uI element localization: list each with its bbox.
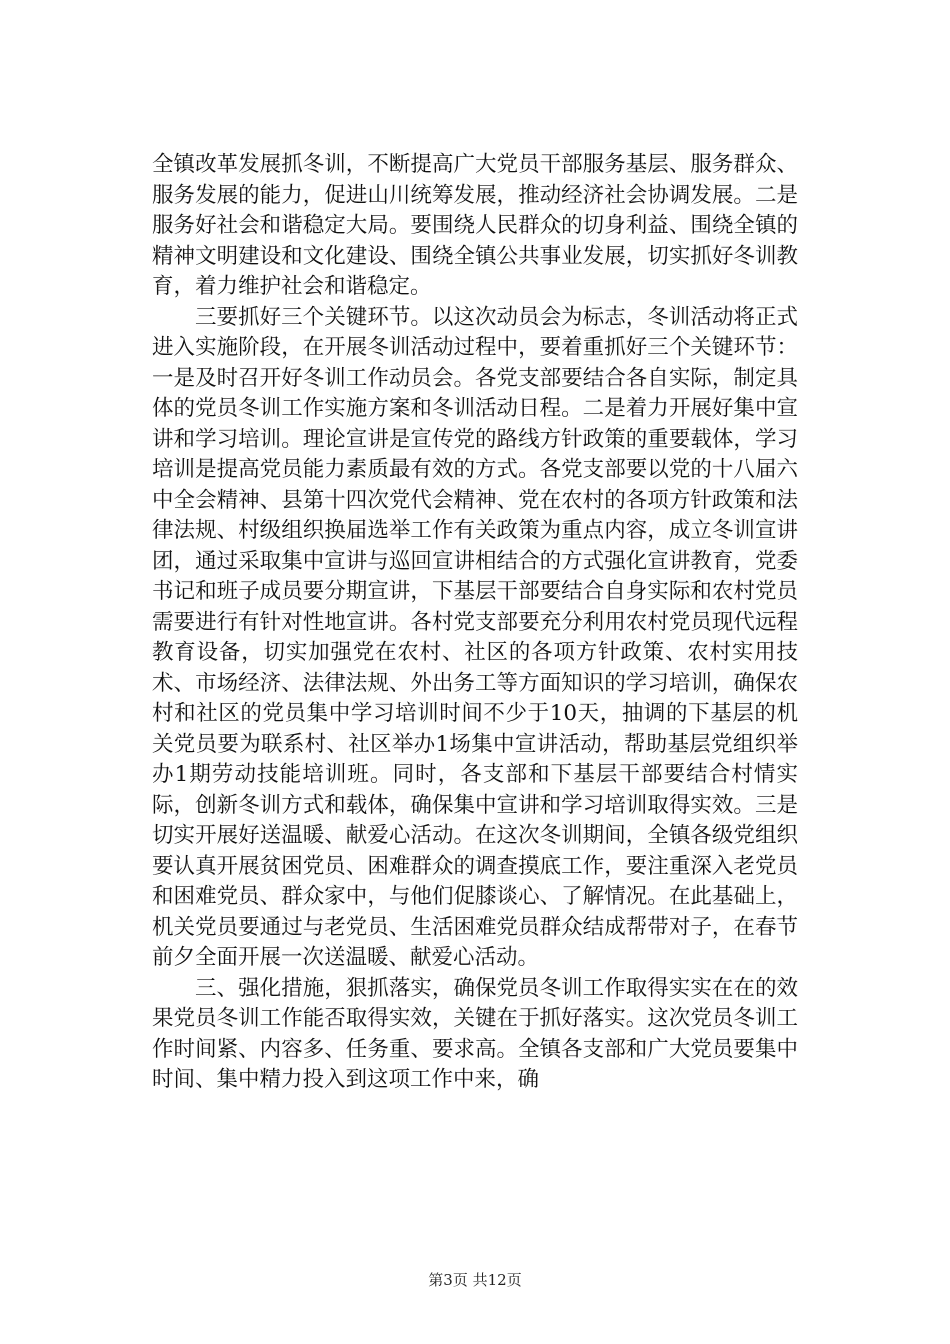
paragraph-3: 三、强化措施，狠抓落实，确保党员冬训工作取得实实在在的效果党员冬训工作能否取得实效，关键在于抓好落实。这次党员冬训工作时间紧、内容多、任务重、要求高。全镇各支部和广大党员要集中时间、集中精力投入到这项工作中来，确 bbox=[152, 975, 798, 1092]
document-body bbox=[152, 150, 798, 1096]
page-footer: 第3页 共12页 bbox=[428, 1271, 522, 1289]
paragraph-1: 全镇改革发展抓冬训，不断提高广大党员干部服务基层、服务群众、服务发展的能力，促进山川统筹发展，推动经济社会协调发展。二是服务好社会和谐稳定大局。要围绕人民群众的切身利益、围绕全镇的精神文明建设和文化建设、围绕全镇公共事业发展，切实抓好冬训教育，着力维护社会和谐稳定。 bbox=[152, 152, 798, 299]
paragraph-2: 三要抓好三个关键环节。以这次动员会为标志，冬训活动将正式进入实施阶段，在开展冬训活动过程中，要着重抓好三个关键环节：一是及时召开好冬训工作动员会。各党支部要结合各自实际，制定具体的党员冬训工作实施方案和冬训活动日程。二是着力开展好集中宣讲和学习培训。理论宣讲是宣传党的路线方针政策的重要载体，学习培训是提高党员能力素质最有效的方式。各党支部要以党的十八届六中全会精神、县第十四次党代会精神、党在农村的各项方针政策和法律法规、村级组织换届选举工作有关政策为重点内容，成立冬训宣讲团，通过采取集中宣讲与巡回宣讲相结合的方式强化宣讲教育，党委书记和班子成员要分期宣讲，下基层干部要结合自身实际和农村党员需要进行有针对性地宣讲。各村党支部要充分利用农村党员现代远程教育设备，切实加强党在农村、社区的各项方针政策、农村实用技术、市场经济、法律法规、外出务工等方面知识的学习培训，确保农村和社区的党员集中学习培训时间不少于10天，抽调的下基层的机关党员要为联系村、社区举办1场集中宣讲活动，帮助基层党组织举办1期劳动技能培训班。同时，各支部和下基层干部要结合村情实际，创新冬训方式和载体，确保集中宣讲和学习培训取得实效。三是切实开展好送温暖、献爱心活动。在这次冬训期间，全镇各级党组织要认真开展贫困党员、困难群众的调查摸底工作，要注重深入老党员和困难党员、群众家中，与他们促膝谈心、了解情况。在此基础上，机关党员要通过与老党员、生活困难党员群众结成帮带对子，在春节前夕全面开展一次送温暖、献爱心活动。 bbox=[152, 304, 798, 970]
